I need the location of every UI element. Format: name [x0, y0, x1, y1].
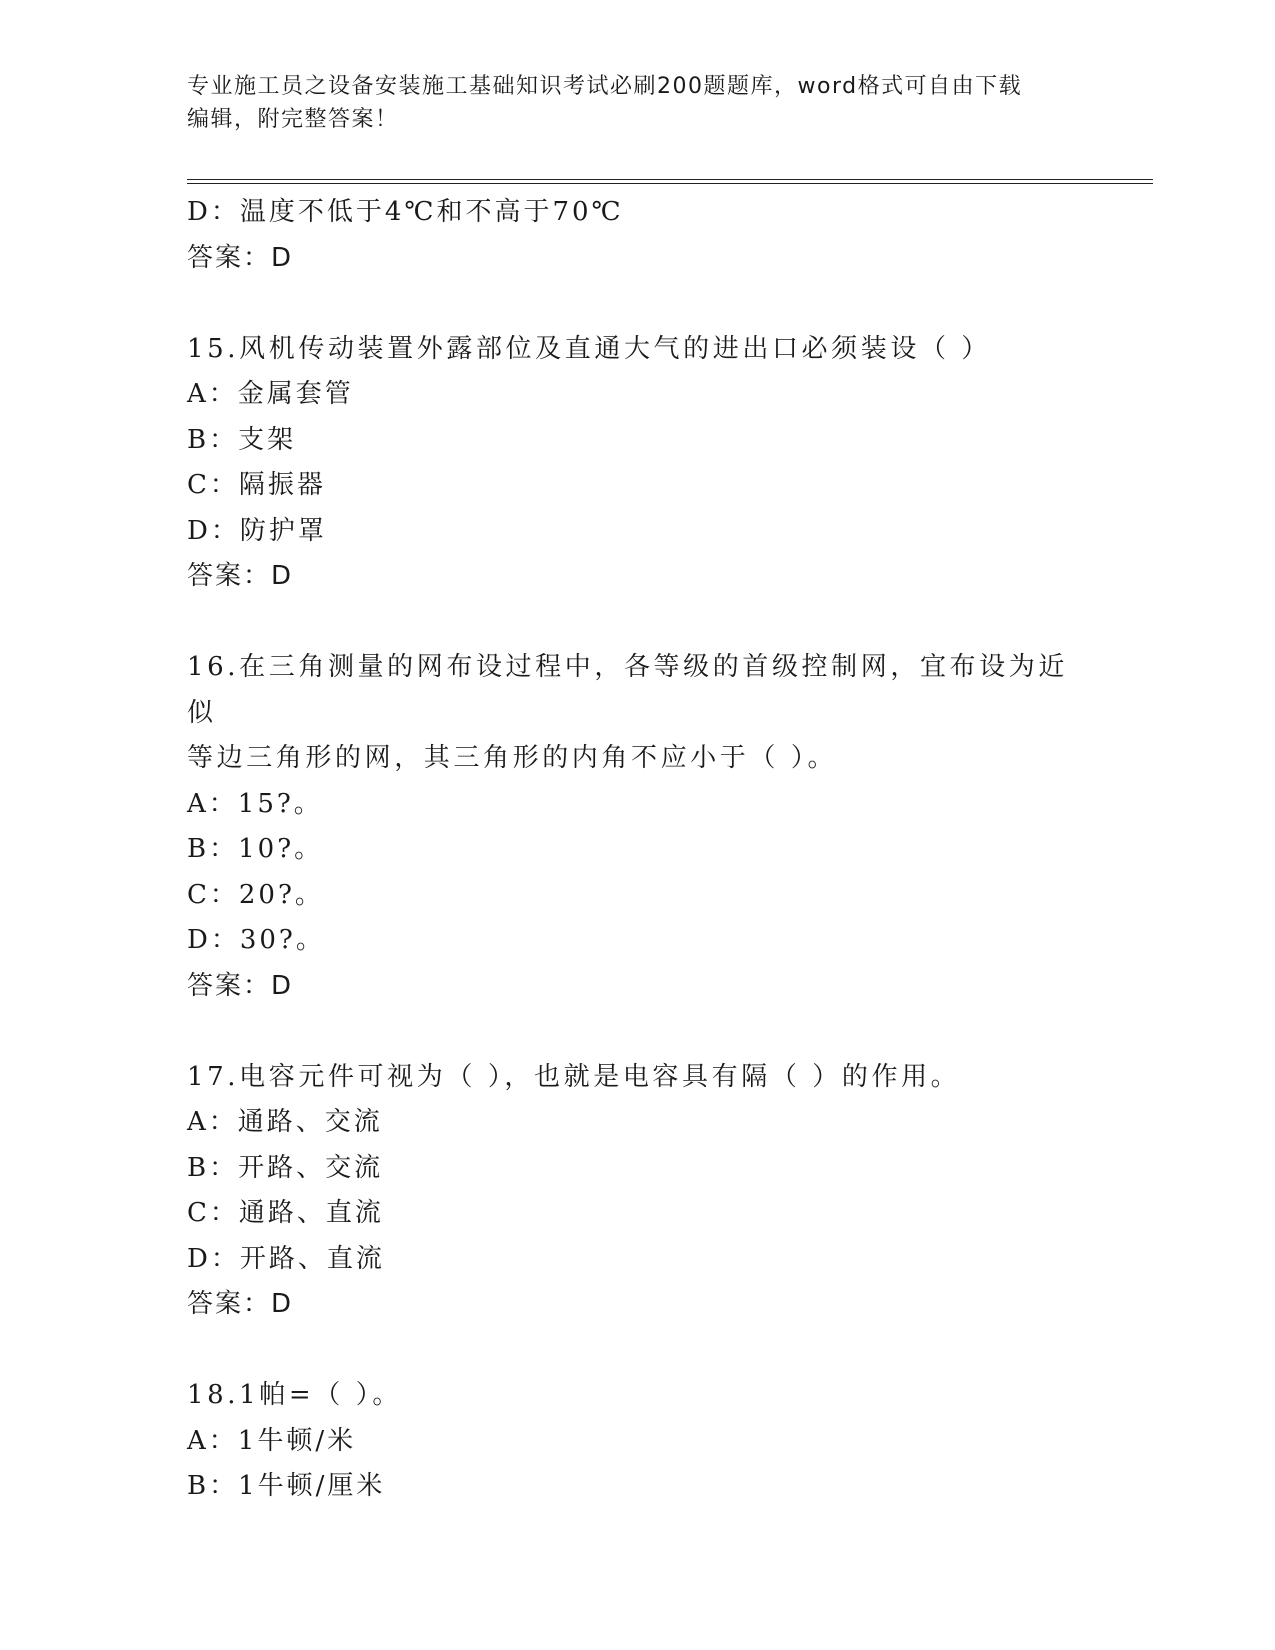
spacer	[187, 1328, 1153, 1374]
option-c: C：通路、直流	[187, 1198, 384, 1228]
option-b: B：支架	[187, 424, 297, 455]
document-header	[187, 70, 1087, 136]
spacer	[187, 1009, 1153, 1055]
spacer	[187, 600, 1153, 646]
option-b: B：开路、交流	[187, 1152, 384, 1183]
answer: 答案：D	[187, 561, 294, 591]
question-text-line-2: 等边三角形的网，其三角形的内角不应小于（ ）。	[187, 743, 838, 773]
option-c: C：隔振器	[187, 470, 326, 500]
option-b: B：10?。	[187, 834, 324, 864]
option-a: A：通路、交流	[187, 1107, 383, 1137]
answer: 答案：D	[187, 242, 294, 273]
question-text-line-1: 16.在三角测量的网布设过程中，各等级的首级控制网，宜布设为近似	[187, 652, 1068, 728]
header-line-1: 专业施工员之设备安装施工基础知识考试必刷200题题库，word格式可自由下载	[187, 74, 1023, 99]
header-divider	[187, 179, 1153, 180]
answer: 答案：D	[187, 970, 294, 1001]
header-divider-second	[187, 183, 1153, 184]
question-16	[187, 645, 1153, 1009]
question-18	[187, 1373, 1153, 1510]
option-b: B：1牛顿/厘米	[187, 1471, 386, 1501]
header-line-2: 编辑，附完整答案！	[187, 107, 399, 132]
spacer	[187, 281, 1153, 327]
option-d: D：防护罩	[187, 515, 327, 546]
question-17	[187, 1055, 1153, 1328]
question-text: 15.风机传动装置外露部位及直通大气的进出口必须装设（ ）	[187, 333, 992, 364]
question-15	[187, 327, 1153, 600]
option-d: D：开路、直流	[187, 1243, 385, 1274]
option-a: A：金属套管	[187, 379, 354, 409]
answer: 答案：D	[187, 1289, 294, 1319]
option-d: D：温度不低于4℃和不高于70℃	[187, 197, 624, 227]
question-list	[187, 190, 1153, 1510]
question-text: 17.电容元件可视为（ ），也就是电容具有隔（ ）的作用。	[187, 1061, 961, 1092]
option-c: C：20?。	[187, 879, 324, 910]
option-a: A：15?。	[187, 788, 323, 819]
option-a: A：1牛顿/米	[187, 1425, 357, 1456]
option-d: D：30?。	[187, 925, 325, 955]
question-text: 18.1帕=（ ）。	[187, 1380, 402, 1410]
